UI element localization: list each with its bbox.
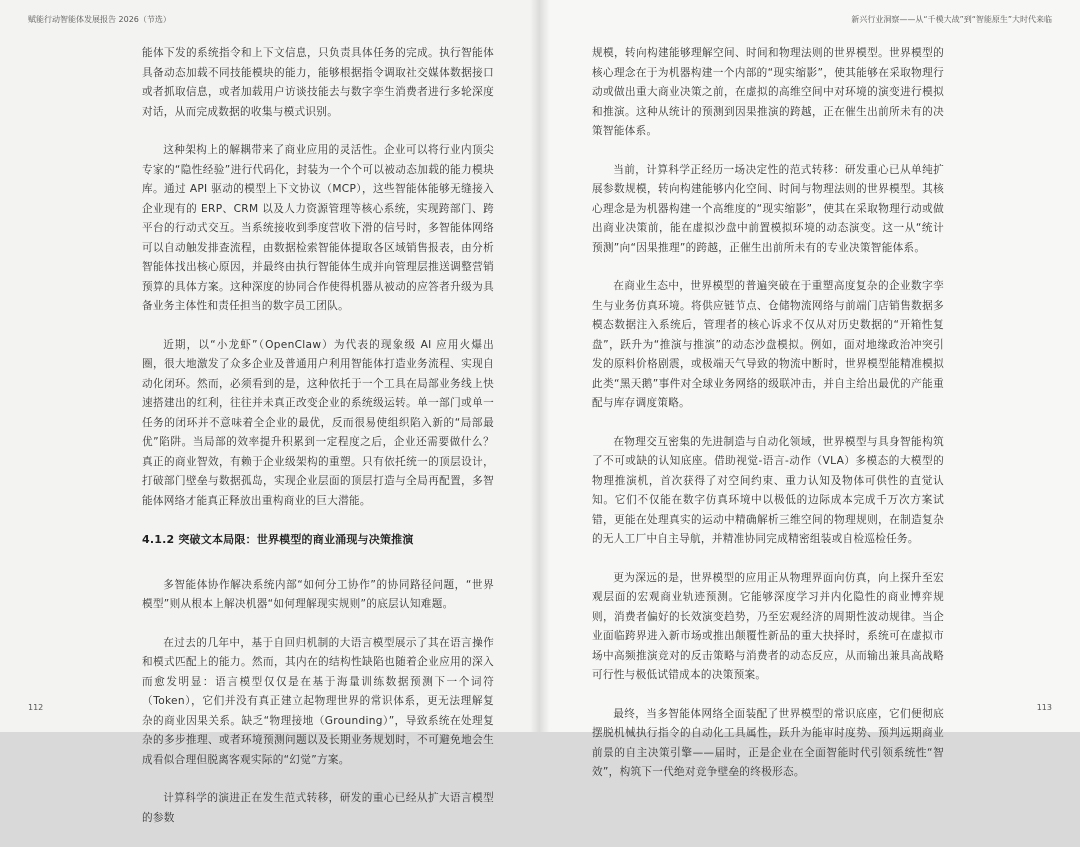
- paragraph: 在商业生态中，世界模型的普遍突破在于重塑高度复杂的企业数字孪生与业务仿真环境。将供应链节点、仓储物流网络与前端门店销售数据多模态数据注入系统后，管理者的核心诉求不仅从对历史数据的“开箱性复盘”，跃升为“推演与推演”的动态沙盘模拟。例如，面对地缘政治冲突引发的原料价格剧震，或极端天气导致的物流中断时，世界模型能精准模拟此类“黑天鹅”事件对全球业务网络的级联冲击，并自主给出最优的产能重配与库存调度策略。: [592, 280, 944, 409]
- left-body-text: [142, 44, 494, 847]
- paragraph: 这种架构上的解耦带来了商业应用的灵活性。企业可以将行业内顶尖专家的“隐性经验”进行代码化，封装为一个个可以被动态加载的能力模块库。通过 API 驱动的模型上下文协议（MCP），这些智能体能够无缝接入企业现有的 ERP、CRM 以及人力资源管理等核心系统，实现跨部门、跨平台的行动式交互。当系统接收到季度营收下滑的信号时，多智能体网络可以自动触发排查流程，由数据检索智能体提取各区域销售报表，由分析智能体找出核心原因，并最终由执行智能体生成并向管理层推送调整营销预算的具体方案。这种深度的协同合作使得机器从被动的应答者升级为具备业务主体性和责任担当的数字员工团队。: [142, 144, 494, 312]
- paragraph: 规模，转向构建能够理解空间、时间和物理法则的世界模型。世界模型的核心理念在于为机器构建一个内部的“现实缩影”，使其能够在采取物理行动或做出重大商业决策之前，在虚拟的高维空间中对环境的演变进行模拟和推演。这种从统计的预测到因果推演的跨越，正在催生出前所未有的决策智能体系。: [592, 47, 944, 137]
- paragraph: 能体下发的系统指令和上下文信息，只负责具体任务的完成。执行智能体具备动态加载不同技能模块的能力，能够根据指令调取社交媒体数据接口或者抓取信息，或者加载用户访谈技能去与数字孪生消费者进行多轮深度对话，从而完成数据的收集与模式识别。: [142, 47, 494, 118]
- page-number-left: 112: [28, 703, 44, 712]
- page-number-right: 113: [1036, 703, 1052, 712]
- paragraph: 计算科学的演进正在发生范式转移，研发的重心已经从扩大语言模型的参数: [142, 792, 494, 824]
- running-head-left: 赋能行动智能体发展报告 2026（节选）: [28, 15, 171, 24]
- right-page: [540, 0, 1080, 778]
- right-body-text: [592, 44, 944, 802]
- paragraph: 最终，当多智能体网络全面装配了世界模型的常识底座，它们便彻底摆脱机械执行指令的自动化工具属性，跃升为能审时度势、预判远期商业前景的自主决策引擎——届时，正是企业在全面智能时代引领系统性“智效”，构筑下一代绝对竞争壁垒的终极形态。: [592, 707, 944, 778]
- paragraph: 在物理交互密集的先进制造与自动化领域，世界模型与具身智能构筑了不可或缺的认知底座。借助视觉-语言-动作（VLA）多模态的大模型的物理推演机，首次获得了对空间约束、重力认知及物体可供性的直觉认知。它们不仅能在数字仿真环境中以极低的边际成本完成千万次方案试错，更能在处理真实的运动中精确解析三维空间的物理规则，在制造复杂的无人工厂中自主导航，并精准协同完成精密组装或自检巡检任务。: [592, 435, 944, 545]
- paragraph: 当前，计算科学正经历一场决定性的范式转移：研发重心已从单纯扩展参数规模，转向构建能够内化空间、时间与物理法则的世界模型。其核心理念是为机器构建一个高维度的“现实缩影”，使其在采取物理行动或做出商业决策前，能在虚拟沙盘中前置模拟环境的动态演变。这一从“统计预测”向“因果推理”的跨越，正催生出前所未有的专业决策智能体系。: [592, 163, 944, 254]
- running-head-right: 新兴行业洞察——从“千模大战”到“智能原生”大时代来临: [851, 15, 1052, 24]
- section-heading: 4.1.2 突破文本局限：世界模型的商业涌现与决策推演: [142, 533, 414, 546]
- paragraph: 更为深远的是，世界模型的应用正从物理界面向仿真，向上探升至宏观层面的宏观商业轨迹预测。它能够深度学习并内化隐性的商业博弈规则，消费者偏好的长效演变趋势，乃至宏观经济的周期性波动规律。当企业面临跨界进入新市场或推出颠覆性新品的重大抉择时，系统可在虚拟市场中高频推演竞对的反击策略与消费者的动态反应，从而输出兼具高战略可行性与极低试错成本的决策预案。: [592, 571, 944, 681]
- left-page: [0, 0, 540, 824]
- paragraph: 在过去的几年中，基于自回归机制的大语言模型展示了其在语言操作和模式匹配上的能力。然而，其内在的结构性缺陷也随着企业应用的深入而愈发明显：语言模型仅仅是在基于海量训练数据预测下一个词符（Token），它们并没有真正建立起物理世界的常识体系，更无法理解复杂的商业因果关系。缺乏“物理接地（Grounding）”，导致系统在处理复杂的多步推理、或者环境预测问题以及长期业务规划时，不可避免地会生成看似合理但脱离客观实际的“幻觉”方案。: [142, 636, 494, 766]
- paragraph: 多智能体协作解决系统内部“如何分工协作”的协同路径问题，“世界模型”则从根本上解决机器“如何理解现实规则”的底层认知难题。: [142, 578, 494, 610]
- paragraph: 近期，以“小龙虾”（OpenClaw）为代表的现象级 AI 应用火爆出圈，很大地激发了众多企业及普通用户利用智能体打造业务流程、实现自动化闭环。然而，必须看到的是，这种依托于一个工具在局部业务线上快速搭建出的红利，往往并未真正改变企业的系统级运转。单一部门或单一任务的闭环并不意味着全企业的最优，反而很易使组织陷入新的“局部最优”陷阱。当局部的效率提升积累到一定程度之后，企业还需要做什么？真正的商业智效，有赖于企业级架构的重塑。只有依托统一的顶层设计，打破部门壁垒与数据孤岛，实现企业层面的顶层打造与全局再配置，多智能体网络才能真正释放出重构商业的巨大潜能。: [142, 338, 494, 507]
